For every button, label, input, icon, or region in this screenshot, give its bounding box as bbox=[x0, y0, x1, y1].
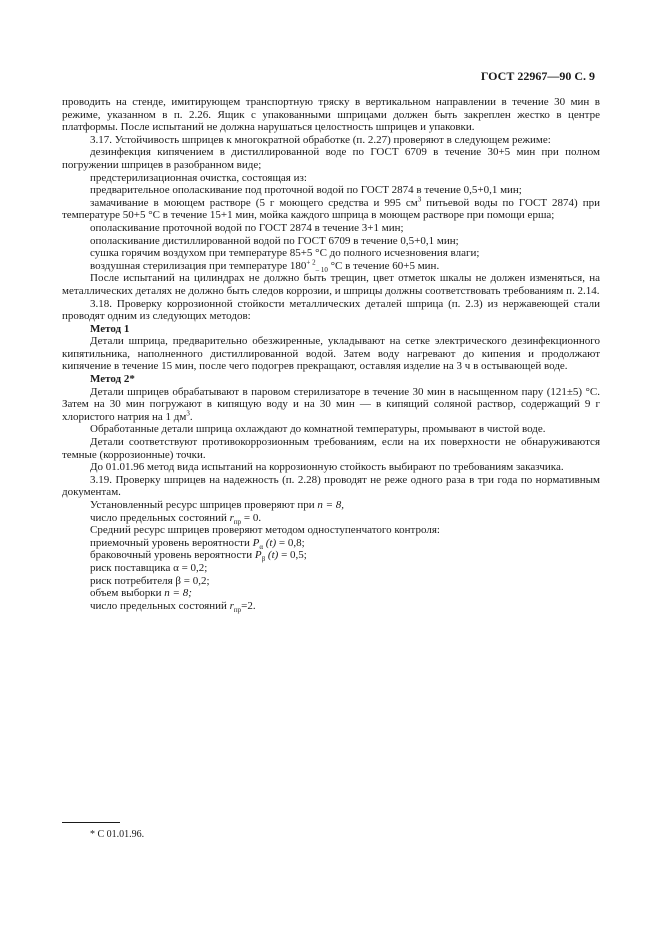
formula: n = 8, bbox=[317, 499, 345, 511]
paragraph: До 01.01.96 метод вида испытаний на коррозионную стойкость выбирают по требованиям заказчика. bbox=[90, 461, 564, 474]
subscript: – 10 bbox=[315, 265, 328, 274]
paragraph bbox=[62, 549, 600, 562]
formula-symbol: r bbox=[229, 511, 234, 524]
text: браковочный уровень вероятности bbox=[90, 549, 253, 562]
text: риск потребителя bbox=[90, 574, 173, 587]
text: объем выборки bbox=[90, 587, 162, 600]
paragraph bbox=[62, 587, 600, 600]
formula-symbol: r bbox=[229, 599, 234, 612]
text: число предельных состояний bbox=[90, 599, 227, 612]
paragraph: Детали соответствуют противокоррозионным требованиям, если на их поверхности не обнаруживаются темные (коррозионные) точки. bbox=[62, 436, 600, 461]
paragraph bbox=[62, 499, 600, 512]
subscript: пр bbox=[233, 517, 242, 526]
text: воздушная стерилизация при температуре 180 bbox=[90, 259, 307, 272]
superscript: + 2 bbox=[306, 258, 316, 267]
method-heading: Метод 2* bbox=[90, 373, 135, 386]
formula: (t) bbox=[265, 549, 279, 562]
text: приемочный уровень вероятности bbox=[90, 536, 250, 549]
text: Установленный ресурс шприцев проверяют при bbox=[90, 499, 315, 511]
paragraph: После испытаний на цилиндрах не должно быть трещин, цвет отметок шкалы не должен изменяться, на металлических деталях не должно быть следов коррозии, и шприцы должны соответствовать требованиям п. 2.14. bbox=[62, 272, 600, 297]
footnote-rule bbox=[62, 822, 120, 823]
paragraph: дезинфекция кипячением в дистиллированной воде по ГОСТ 6709 в течение 30+5 мин при полном погружении шприцев в разобранном виде; bbox=[62, 146, 600, 171]
paragraph bbox=[62, 512, 600, 525]
paragraph: Обработанные детали шприца охлаждают до комнатной температуры, промывают в чистой воде. bbox=[90, 423, 546, 436]
body-text bbox=[62, 96, 600, 612]
superscript: 3 bbox=[417, 195, 422, 204]
formula: = 0. bbox=[241, 511, 262, 524]
formula: (t) bbox=[263, 536, 277, 549]
text: замачивание в моющем растворе (5 г моющего средства и 995 см bbox=[90, 196, 418, 209]
paragraph: Детали шприцев обрабатывают в паровом стерилизаторе в течение 30 мин в насыщенном пару (121±5) °С. Затем на 30 мин погружают в кипящую воду и на 30 мин — в кипящий соляной раствор, содержащий 9 г хлористого натрия на 1 $дм^3$. bbox=[62, 385, 600, 423]
text: Детали шприцев обрабатывают в паровом стерилизаторе в течение 30 мин в насыщенном пару (121±5) °С. Затем на 30 мин погружают в кипящую воду и на 30 мин — в кипящий соляной раствор, содержащий 9 г хлористого натрия на 1 дм bbox=[62, 385, 600, 423]
text: питьевой воды по ГОСТ 2874) при температуре 50+5 °С в течение 15+1 мин, мойка каждого шприца в моющем растворе при помощи ерша; bbox=[62, 196, 600, 222]
superscript: 3 bbox=[186, 409, 190, 418]
paragraph: Детали шприца, предварительно обезжиренные, укладывают на сетке электрического дезинфекционного кипятильника, наполненного дистиллированной водой. Затем воду нагревают до кипения и продолжают кипячение в течение 15 мин, после чего подогрев прекращают, оставляя изделие на 3 ч в остывающей воде. bbox=[62, 335, 600, 373]
method-heading: Метод 1 bbox=[90, 322, 130, 335]
formula-symbol: P bbox=[254, 549, 262, 562]
formula: = 0,8; bbox=[276, 536, 305, 549]
subscript: α bbox=[259, 542, 264, 551]
text: °С в течение 60+5 мин. bbox=[327, 259, 440, 272]
paragraph bbox=[62, 562, 600, 575]
paragraph: ополаскивание дистиллированной водой по ГОСТ 6709 в течение 0,5+0,1 мин; bbox=[90, 234, 459, 247]
subscript: пр bbox=[233, 605, 242, 614]
paragraph bbox=[62, 260, 600, 273]
formula-symbol: P bbox=[252, 536, 260, 549]
footnote: * С 01.01.96. bbox=[90, 829, 145, 840]
formula: α = 0,2; bbox=[173, 561, 208, 574]
paragraph: предстерилизационная очистка, состоящая из: bbox=[90, 171, 307, 184]
formula: n = 8; bbox=[164, 587, 192, 600]
paragraph bbox=[62, 537, 600, 550]
paragraph bbox=[62, 600, 600, 613]
text: число предельных состояний bbox=[90, 511, 227, 524]
formula: β = 0,2; bbox=[175, 574, 210, 587]
paragraph: 3.19. Проверку шприцев на надежность (п. 2.28) проводят не реже одного раза в три года по нормативным документам. bbox=[62, 473, 600, 499]
paragraph: ополаскивание проточной водой по ГОСТ 2874 в течение 3+1 мин; bbox=[90, 221, 404, 234]
paragraph bbox=[62, 197, 600, 222]
page-header: ГОСТ 22967—90 С. 9 bbox=[480, 69, 595, 83]
paragraph: Средний ресурс шприцев проверяют методом одноступенчатого контроля: bbox=[90, 524, 440, 537]
formula: = 0,5; bbox=[278, 549, 307, 562]
text: риск поставщика bbox=[90, 561, 171, 574]
formula: =2. bbox=[241, 599, 256, 612]
paragraph: предварительное ополаскивание под проточной водой по ГОСТ 2874 в течение 0,5+0,1 мин; bbox=[90, 184, 522, 197]
paragraph: 3.17. Устойчивость шприцев к многократной обработке (п. 2.27) проверяют в следующем режиме: bbox=[90, 133, 551, 146]
paragraph bbox=[62, 575, 600, 588]
paragraph: сушка горячим воздухом при температуре 85+5 °С до полного исчезновения влаги; bbox=[90, 247, 480, 260]
paragraph: 3.18. Проверку коррозионной стойкости металлических деталей шприца (п. 2.3) из нержавеющей стали проводят одним из следующих методов: bbox=[62, 297, 600, 323]
paragraph: проводить на стенде, имитирующем транспортную тряску в вертикальном направлении в течение 30 мин в режиме, указанном в п. 2.26. Ящик с упакованными шприцами должен быть закреплен жестко в центре платформы. После испытаний не должна нарушаться целостность шприцев и упаковки. bbox=[62, 96, 600, 134]
subscript: β bbox=[261, 555, 266, 564]
